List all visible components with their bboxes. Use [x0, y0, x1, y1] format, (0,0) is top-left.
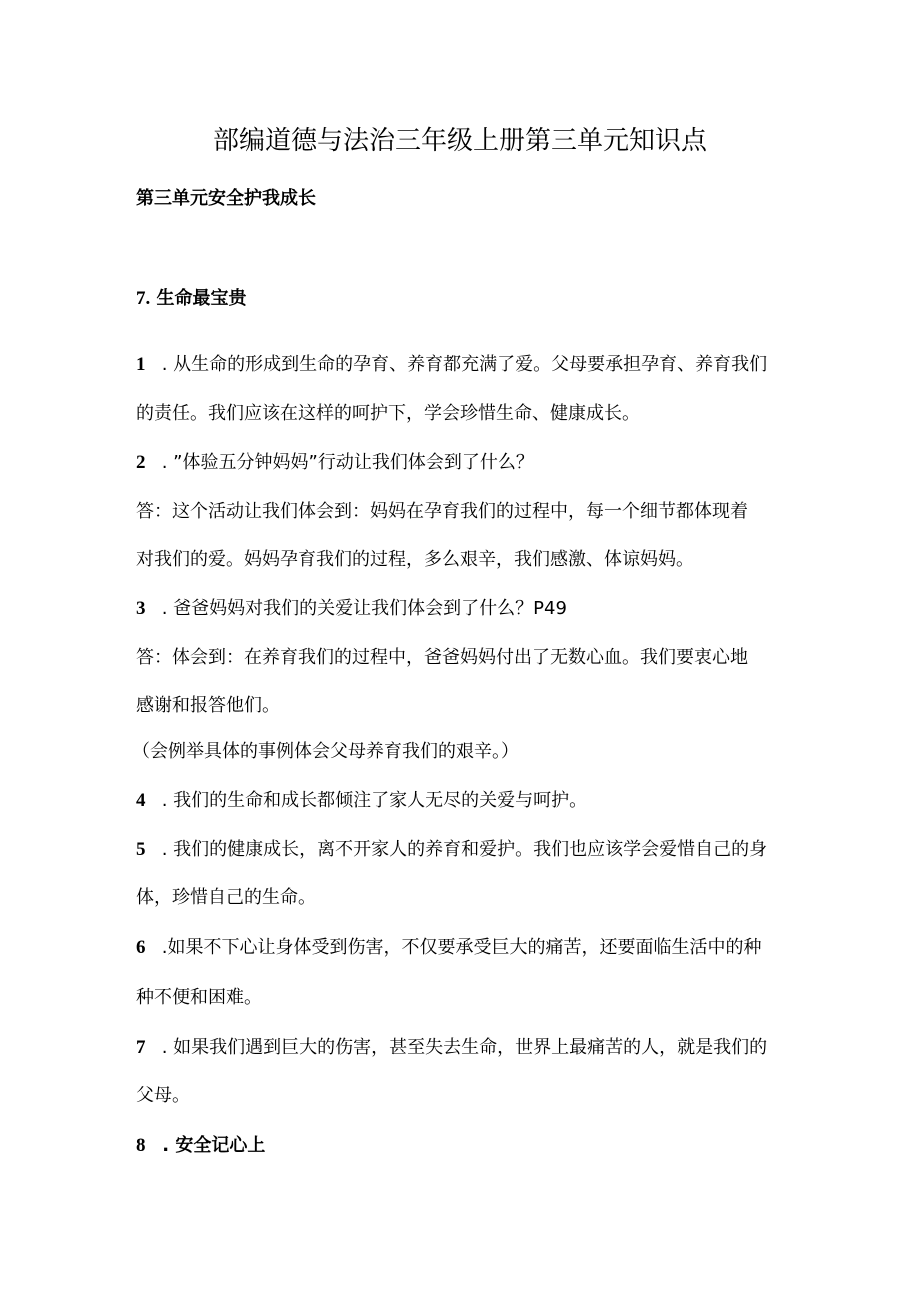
- lesson-number: 7.: [136, 288, 151, 309]
- list-item: [136, 353, 767, 377]
- item-continuation: 的责任。我们应该在这样的呵护下，学会珍惜生命、健康成长。: [136, 403, 640, 424]
- item-number: 1: [136, 354, 146, 375]
- item-text: . 从生命的形成到生命的孕育、养育都充满了爱。父母要承担孕育、养育我们: [156, 354, 768, 375]
- item-text: . 安全记心上: [156, 1135, 266, 1156]
- item-number: 6: [136, 937, 146, 958]
- lesson-title: 生命最宝贵: [156, 288, 247, 309]
- answer-continuation: 对我们的爱。妈妈孕育我们的过程，多么艰辛，我们感激、体谅妈妈。: [136, 549, 694, 570]
- item-text: . 我们的健康成长，离不开家人的养育和爱护。我们也应该学会爱惜自己的身: [156, 839, 768, 860]
- item-text: .如果不下心让身体受到伤害，不仅要承受巨大的痛苦，还要面临生活中的种: [156, 937, 762, 958]
- item-text: . ”体验五分钟妈妈”行动让我们体会到了什么？: [156, 452, 534, 473]
- item-text: . 我们的生命和成长都倾注了家人无尽的关爱与呵护。: [156, 790, 588, 811]
- item-number: 4: [136, 790, 146, 811]
- list-item: [136, 789, 587, 813]
- list-item: [136, 936, 761, 960]
- item-number: 7: [136, 1037, 146, 1058]
- item-text: . 爸爸妈妈对我们的关爱让我们体会到了什么？P49: [156, 598, 567, 619]
- answer-text: 答：体会到：在养育我们的过程中，爸爸妈妈付出了无数心血。我们要衷心地: [136, 647, 748, 668]
- list-item: [136, 1036, 767, 1060]
- item-continuation: 体，珍惜自己的生命。: [136, 887, 316, 908]
- answer-text: 答：这个活动让我们体会到：妈妈在孕育我们的过程中，每一个细节都体现着: [136, 501, 748, 522]
- note-text: （会例举具体的事例体会父母养育我们的艰辛。）: [132, 741, 519, 762]
- unit-heading: 第三单元安全护我成长: [136, 188, 316, 209]
- item-number: 5: [136, 839, 146, 860]
- item-text: . 如果我们遇到巨大的伤害，甚至失去生命，世界上最痛苦的人，就是我们的: [156, 1037, 768, 1058]
- item-number: 3: [136, 598, 146, 619]
- item-continuation: 种不便和困难。: [136, 987, 262, 1008]
- list-item: [136, 838, 767, 862]
- answer-continuation: 感谢和报答他们。: [136, 695, 280, 716]
- item-number: 8: [136, 1135, 146, 1156]
- document-title: 部编道德与法治三年级上册第三单元知识点: [212, 126, 707, 156]
- list-item: [136, 1134, 265, 1158]
- list-item: [136, 597, 567, 621]
- item-continuation: 父母。: [136, 1085, 190, 1106]
- list-item: [136, 451, 534, 475]
- lesson-heading: [136, 287, 247, 311]
- item-number: 2: [136, 452, 146, 473]
